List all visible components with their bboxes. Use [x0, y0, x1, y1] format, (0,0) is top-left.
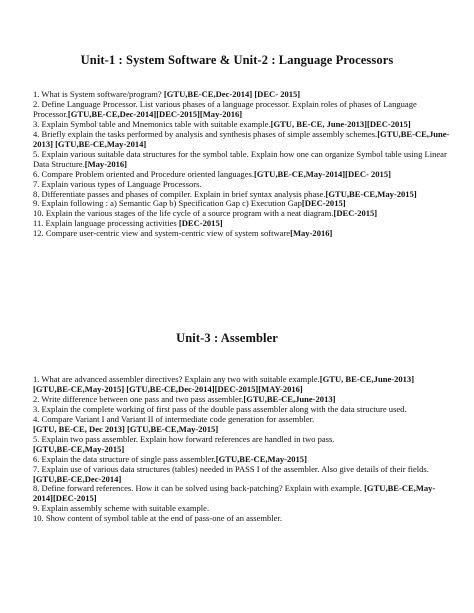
list-item	[33, 465, 453, 485]
question-text: 3. Explain the complete working of first pass of the double pass assembler along with the data structure used.	[33, 403, 407, 414]
question-text: 5. Explain two pass assembler. Explain how forward references are handled in two pass.	[33, 433, 335, 444]
question-text: 9. Explain following : a) Semantic Gap b) Specification Gap c) Execution Gap	[33, 198, 302, 209]
question-text: 4. Compare Variant I and Variant II of intermediate code generation for assembler.	[33, 413, 315, 424]
question-text: 10. Explain the various stages of the life cycle of a source program with a neat diagram.	[33, 208, 334, 219]
question-tag: [GTU, BE-CE, June-2013][DEC-2015]	[270, 118, 411, 129]
list-item	[33, 514, 453, 524]
question-text: 3. Explain Symbol table and Mnemonics table with suitable example.	[33, 118, 271, 129]
question-tag: [GTU,BE-CE,May-2015]	[215, 453, 307, 464]
question-tag: [May-2016]	[84, 158, 127, 169]
question-text: 1. What are advanced assembler directives? Explain any two with suitable example.	[33, 374, 320, 384]
question-tag: [DEC-2015]	[178, 218, 223, 229]
question-text: 7. Explain use of various data structures (tables) needed in PASS I of the assembler. Also give details of their fields.	[33, 463, 429, 474]
question-tag: [DEC-2015]	[333, 208, 378, 219]
list-item	[33, 435, 453, 455]
question-tag: [GTU,BE-CE,Dec-2014]	[33, 473, 122, 484]
question-tag: [GTU,BE-CE,May-2014][DEC- 2015]	[253, 168, 391, 179]
question-tag: [GTU,BE-CE,May-2014][DEC-2015]	[33, 483, 436, 504]
question-text: 9. Explain assembly scheme with suitable example.	[33, 503, 210, 514]
list-item	[33, 484, 453, 504]
question-text: 1. What is System software/program?	[33, 89, 164, 99]
list-item	[33, 130, 453, 150]
question-tag: [DEC-2015]	[301, 198, 346, 209]
question-text: 5. Explain various suitable data structures for the symbol table. Explain how one can organize Symbol table using Linear Data Structure.	[33, 148, 447, 169]
question-text: 7. Explain various types of Language Processors.	[33, 178, 202, 189]
question-tag: [GTU,BE-CE,Dec-2014] [DEC- 2015]	[163, 89, 301, 99]
question-tag: [GTU,BE-CE,Dec-2014][DEC-2015][May-2016]	[67, 108, 243, 119]
list-item	[33, 229, 453, 239]
list-item	[33, 100, 453, 120]
unit1-heading: Unit-1 : System Software & Unit-2 : Language Processors	[80, 53, 394, 67]
question-tag: [GTU,BE-CE,June-2013]	[243, 393, 336, 404]
list-item	[33, 150, 453, 170]
question-tag: [GTU, BE-CE, Dec 2013] [GTU,BE-CE,May-2015]	[33, 423, 219, 434]
unit3-heading: Unit-3 : Assembler	[176, 331, 278, 345]
question-text: 11. Explain language processing activities	[33, 218, 179, 229]
question-tag: [GTU,BE-CE,May-2015]	[325, 188, 417, 199]
question-tag: [May-2016]	[290, 228, 333, 239]
question-text: 12. Compare user-centric view and system-centric view of system software	[33, 228, 291, 239]
question-tag: [GTU,BE-CE,June-2013] [GTU,BE-CE,May-2014]	[33, 128, 450, 149]
question-text: 10. Show content of symbol table at the end of pass-one of an assembler.	[33, 513, 282, 524]
unit3-question-list	[33, 375, 453, 524]
question-text: 8. Differentiate passes and phases of compiler. Explain in brief syntax analysis phase.	[33, 188, 326, 199]
question-text: 2. Write difference between one pass and two pass assembler.	[33, 393, 244, 404]
question-tag: [GTU,BE-CE,May-2015]	[33, 443, 125, 454]
question-text: 2. Define Language Processor. List various phases of a language processor. Explain roles of phases of Language Processor.	[33, 98, 417, 119]
question-text: 6. Compare Problem oriented and Procedure oriented languages.	[33, 168, 254, 179]
question-text: 8. Define forward references. How it can be solved using back-patching? Explain with example.	[33, 483, 365, 494]
question-text: 6. Explain the data structure of single pass assembler.	[33, 453, 216, 464]
question-tag: [GTU, BE-CE,June-2013] [GTU,BE-CE,May-2015] [GTU,BE-CE,Dec-2014][DEC-2015][MAY-2016]	[33, 374, 415, 394]
list-item	[33, 415, 453, 435]
question-text: 4. Briefly explain the tasks performed by analysis and synthesis phases of simple assembly schemes.	[33, 128, 378, 139]
list-item	[33, 375, 453, 395]
unit1-question-list	[33, 90, 453, 239]
